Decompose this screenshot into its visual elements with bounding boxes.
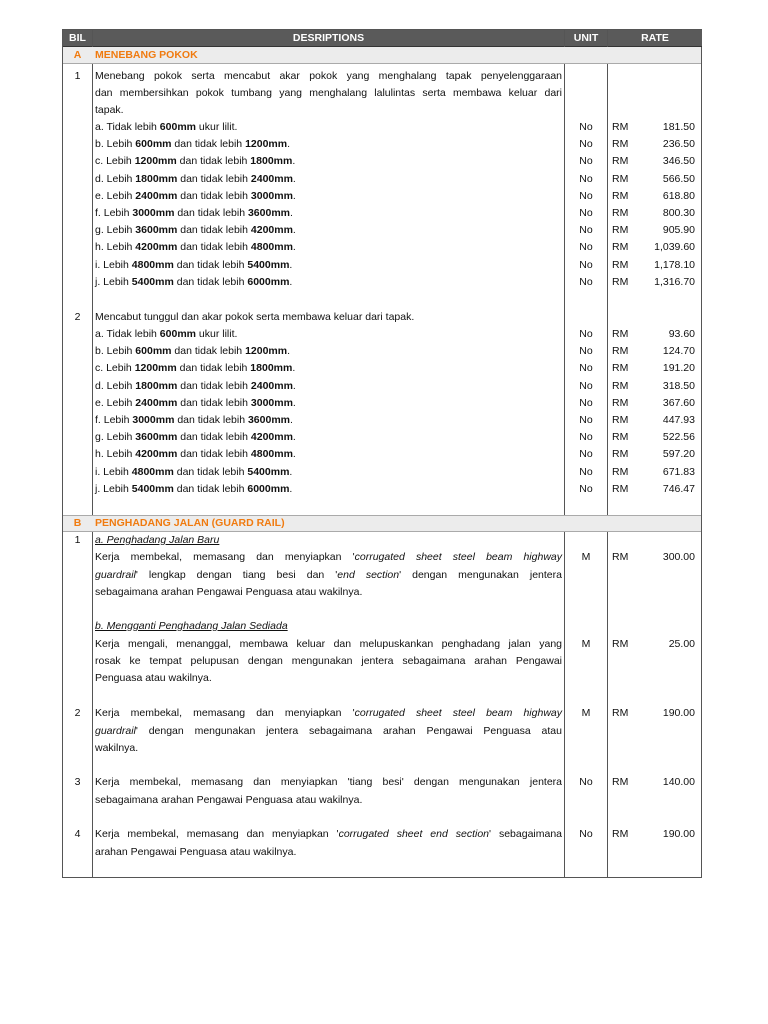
measurement: 4200mm xyxy=(250,431,293,444)
rate-cell: 140.00 xyxy=(662,776,695,788)
unit-cell: No xyxy=(579,482,593,495)
section-b-title: PENGHADANG JALAN (GUARD RAIL) xyxy=(95,517,285,529)
measurement: 3600mm xyxy=(135,224,178,237)
measurement: 3600mm xyxy=(247,414,290,426)
rate-cell: 181.50 xyxy=(662,121,695,133)
label-text: . xyxy=(292,379,296,392)
label-text: dan tidak lebih xyxy=(173,465,248,478)
item-number: 4 xyxy=(74,828,81,840)
measurement: 600mm xyxy=(159,121,196,133)
header-rate: RATE xyxy=(608,30,702,47)
label-text: . xyxy=(292,155,296,168)
label-text: dan tidak lebih xyxy=(177,241,251,254)
size-range-label xyxy=(95,446,296,463)
unit-cell: No xyxy=(579,138,593,151)
rate-cell: 236.50 xyxy=(662,138,695,151)
size-range-label xyxy=(95,481,292,498)
measurement: 2400mm xyxy=(250,172,293,185)
rate-cell: 367.60 xyxy=(662,396,695,409)
measurement: 4800mm xyxy=(131,465,174,478)
currency-cell: RM xyxy=(612,224,629,237)
unit-cell: No xyxy=(579,189,593,202)
rate-cell: 800.30 xyxy=(662,207,695,219)
currency-cell: RM xyxy=(612,482,629,495)
measurement: 4200mm xyxy=(250,224,293,237)
currency-cell: RM xyxy=(612,207,629,219)
label-text: dan tidak lebih xyxy=(174,207,248,219)
currency-cell: RM xyxy=(612,638,629,650)
currency-cell: RM xyxy=(612,448,629,461)
currency-cell: RM xyxy=(612,551,629,563)
label-text: . xyxy=(292,241,296,254)
size-range-label xyxy=(95,429,296,446)
measurement: 6000mm xyxy=(247,275,290,288)
unit-cell: M xyxy=(581,707,591,719)
unit-cell: No xyxy=(579,207,593,219)
label-text: . xyxy=(292,172,296,185)
label-text: . xyxy=(289,258,293,271)
item-description: Kerja membekal, memasang dan menyiapkan 'tiang besi' dengan mengunakan jentera xyxy=(95,776,562,788)
rate-cell: 346.50 xyxy=(662,155,695,168)
rate-cell: 1,039.60 xyxy=(654,241,695,254)
size-range-label xyxy=(95,119,237,136)
currency-cell: RM xyxy=(612,241,629,254)
subheading: b. Mengganti Penghadang Jalan Sediada xyxy=(95,620,288,632)
col-divider xyxy=(92,30,93,877)
subheading: a. Penghadang Jalan Baru xyxy=(95,534,220,546)
label-text: dan tidak lebih xyxy=(174,414,248,426)
label-text: c. Lebih xyxy=(95,362,135,375)
label-text: dan tidak lebih xyxy=(173,482,248,495)
unit-cell: No xyxy=(579,121,593,133)
rate-table xyxy=(62,29,702,878)
currency-cell: RM xyxy=(612,121,629,133)
label-text: dan tidak lebih xyxy=(177,379,251,392)
currency-cell: RM xyxy=(612,396,629,409)
measurement: 3000mm xyxy=(132,414,175,426)
rate-cell: 318.50 xyxy=(662,379,695,392)
measurement: 3600mm xyxy=(247,207,290,219)
label-text: a. Tidak lebih xyxy=(95,121,160,133)
unit-cell: No xyxy=(579,275,593,288)
currency-cell: RM xyxy=(612,258,629,271)
size-range-label xyxy=(95,326,237,343)
unit-cell: No xyxy=(579,224,593,237)
measurement: 3000mm xyxy=(132,207,175,219)
size-range-label xyxy=(95,136,290,153)
label-text: d. Lebih xyxy=(95,379,136,392)
label-text: f. Lebih xyxy=(95,414,133,426)
item-description: Penguasa atau wakilnya. xyxy=(95,672,212,684)
rate-cell: 190.00 xyxy=(662,828,695,840)
rate-cell: 191.20 xyxy=(662,362,695,375)
measurement: 600mm xyxy=(159,328,196,340)
currency-cell: RM xyxy=(612,465,629,478)
label-text: . xyxy=(292,224,296,237)
item-description: Kerja membekal, memasang dan menyiapkan 'corrugated sheet steel beam highway xyxy=(95,707,562,719)
label-text: b. Lebih xyxy=(95,345,136,358)
item-description: wakilnya. xyxy=(95,742,139,754)
label-text: ukur lilit. xyxy=(196,328,238,340)
measurement: 2400mm xyxy=(135,396,178,409)
item-description: sebagaimana arahan Pengawai Penguasa atau wakilnya. xyxy=(95,586,363,598)
currency-cell: RM xyxy=(612,155,629,168)
unit-cell: No xyxy=(579,172,593,185)
currency-cell: RM xyxy=(612,328,629,340)
label-text: . xyxy=(292,396,296,409)
unit-cell: No xyxy=(579,155,593,168)
label-text: e. Lebih xyxy=(95,189,136,202)
measurement: 5400mm xyxy=(131,275,174,288)
rate-cell: 671.83 xyxy=(662,465,695,478)
unit-cell: No xyxy=(579,258,593,271)
measurement: 1800mm xyxy=(250,362,293,375)
label-text: dan tidak lebih xyxy=(177,448,251,461)
measurement: 1200mm xyxy=(134,362,177,375)
label-text: g. Lebih xyxy=(95,224,136,237)
label-text: e. Lebih xyxy=(95,396,136,409)
section-a-title: MENEBANG POKOK xyxy=(95,49,198,61)
rate-cell: 597.20 xyxy=(662,448,695,461)
currency-cell: RM xyxy=(612,776,629,788)
item-number: 2 xyxy=(74,311,81,323)
item-description: arahan Pengawai Penguasa atau wakilnya. xyxy=(95,846,297,858)
unit-cell: No xyxy=(579,448,593,461)
currency-cell: RM xyxy=(612,275,629,288)
rate-cell: 1,316.70 xyxy=(654,275,695,288)
unit-cell: M xyxy=(581,551,591,563)
rate-cell: 905.90 xyxy=(662,224,695,237)
item-description: guardrail' lengkap dengan tiang besi dan 'end section' dengan mengunakan jentera xyxy=(95,569,562,581)
unit-cell: No xyxy=(579,828,593,840)
label-text: g. Lebih xyxy=(95,431,136,444)
header-unit: UNIT xyxy=(565,30,607,47)
section-a-letter: A xyxy=(73,49,82,61)
size-range-label xyxy=(95,153,295,170)
item-description: Kerja mengali, menanggal, membawa keluar dan melupuskankan penghadang jalan yang xyxy=(95,638,562,650)
label-text: c. Lebih xyxy=(95,155,135,168)
label-text: dan tidak lebih xyxy=(177,189,251,202)
label-text: ukur lilit. xyxy=(196,121,238,133)
size-range-label xyxy=(95,378,296,395)
label-text: b. Lebih xyxy=(95,138,136,151)
label-text: dan tidak lebih xyxy=(173,258,248,271)
measurement: 2400mm xyxy=(135,189,178,202)
header-bil: BIL xyxy=(63,30,92,47)
rate-cell: 190.00 xyxy=(662,707,695,719)
item-description: guardrail' dengan mengunakan jentera sebagaimana arahan Pengawai Penguasa atau xyxy=(95,725,562,737)
measurement: 600mm xyxy=(135,138,172,151)
label-text: i. Lebih xyxy=(95,465,132,478)
item-description: sebagaimana arahan Pengawai Penguasa atau wakilnya. xyxy=(95,794,363,806)
col-divider xyxy=(607,30,608,877)
unit-cell: No xyxy=(579,431,593,444)
measurement: 3000mm xyxy=(250,189,293,202)
unit-cell: No xyxy=(579,776,593,788)
item-number: 3 xyxy=(74,776,81,788)
label-text: h. Lebih xyxy=(95,448,136,461)
unit-cell: M xyxy=(581,638,591,650)
item-description: Kerja membekal, memasang dan menyiapkan 'corrugated sheet steel beam highway xyxy=(95,551,562,563)
rate-cell: 25.00 xyxy=(668,638,695,650)
item-number: 2 xyxy=(74,707,81,719)
rate-cell: 618.80 xyxy=(662,189,695,202)
label-text: dan tidak lebih xyxy=(177,172,251,185)
measurement: 3000mm xyxy=(250,396,293,409)
size-range-label xyxy=(95,412,293,429)
label-text: . xyxy=(292,362,296,375)
measurement: 4800mm xyxy=(250,448,293,461)
item-description: Mencabut tunggul dan akar pokok serta membawa keluar dari tapak. xyxy=(95,311,415,323)
measurement: 4200mm xyxy=(135,241,178,254)
label-text: dan tidak lebih xyxy=(176,155,251,168)
measurement: 4800mm xyxy=(131,258,174,271)
measurement: 600mm xyxy=(135,345,172,358)
label-text: a. Tidak lebih xyxy=(95,328,160,340)
item-description: Menebang pokok serta mencabut akar pokok yang menghalang tapak penyelenggaraan xyxy=(95,70,562,82)
measurement: 1200mm xyxy=(245,138,288,151)
label-text: . xyxy=(292,431,296,444)
label-text: dan tidak lebih xyxy=(171,138,246,151)
measurement: 1200mm xyxy=(134,155,177,168)
rate-cell: 447.93 xyxy=(662,414,695,426)
item-description: tapak. xyxy=(95,104,124,116)
rate-cell: 522.56 xyxy=(662,431,695,444)
measurement: 1800mm xyxy=(135,379,178,392)
label-text: . xyxy=(290,207,293,219)
label-text: i. Lebih xyxy=(95,258,132,271)
size-range-label xyxy=(95,360,295,377)
size-range-label xyxy=(95,205,293,222)
size-range-label xyxy=(95,188,296,205)
label-text: dan tidak lebih xyxy=(177,396,251,409)
unit-cell: No xyxy=(579,379,593,392)
measurement: 1200mm xyxy=(245,345,288,358)
unit-cell: No xyxy=(579,328,593,340)
rate-cell: 1,178.10 xyxy=(654,258,695,271)
unit-cell: No xyxy=(579,465,593,478)
unit-cell: No xyxy=(579,241,593,254)
currency-cell: RM xyxy=(612,345,629,358)
item-description: Kerja membekal, memasang dan menyiapkan 'corrugated sheet end section' sebagaimana xyxy=(95,828,563,840)
rate-cell: 746.47 xyxy=(662,482,695,495)
unit-cell: No xyxy=(579,345,593,358)
rate-cell: 566.50 xyxy=(662,172,695,185)
label-text: d. Lebih xyxy=(95,172,136,185)
unit-cell: No xyxy=(579,362,593,375)
label-text: . xyxy=(287,345,291,358)
measurement: 5400mm xyxy=(247,258,290,271)
currency-cell: RM xyxy=(612,138,629,151)
section-b-letter: B xyxy=(73,517,82,529)
currency-cell: RM xyxy=(612,431,629,444)
currency-cell: RM xyxy=(612,172,629,185)
rate-cell: 300.00 xyxy=(662,551,695,563)
size-range-label xyxy=(95,395,296,412)
label-text: . xyxy=(289,275,293,288)
label-text: j. Lebih xyxy=(95,482,132,495)
measurement: 4200mm xyxy=(135,448,178,461)
header-descriptions: DESRIPTIONS xyxy=(93,30,564,47)
label-text: h. Lebih xyxy=(95,241,136,254)
measurement: 3600mm xyxy=(135,431,178,444)
measurement: 6000mm xyxy=(247,482,290,495)
size-range-label xyxy=(95,274,292,291)
measurement: 4800mm xyxy=(250,241,293,254)
size-range-label xyxy=(95,171,296,188)
item-description: rosak ke tempat pelupusan dengan mengunakan jentera sebagaimana arahan Pengawai xyxy=(95,655,562,667)
size-range-label xyxy=(95,464,292,481)
currency-cell: RM xyxy=(612,362,629,375)
label-text: dan tidak lebih xyxy=(176,362,251,375)
item-number: 1 xyxy=(74,70,81,82)
label-text: dan tidak lebih xyxy=(173,275,248,288)
measurement: 1800mm xyxy=(135,172,178,185)
label-text: dan tidak lebih xyxy=(171,345,246,358)
measurement: 2400mm xyxy=(250,379,293,392)
label-text: f. Lebih xyxy=(95,207,133,219)
item-description: dan membersihkan pokok tumbang yang menghalang lalulintas serta membawa keluar dari xyxy=(95,87,562,99)
label-text: j. Lebih xyxy=(95,275,132,288)
unit-cell: No xyxy=(579,396,593,409)
item-number: 1 xyxy=(74,534,81,546)
label-text: . xyxy=(292,189,296,202)
size-range-label xyxy=(95,222,296,239)
measurement: 5400mm xyxy=(247,465,290,478)
size-range-label xyxy=(95,257,292,274)
measurement: 5400mm xyxy=(131,482,174,495)
label-text: dan tidak lebih xyxy=(177,224,251,237)
size-range-label xyxy=(95,239,296,256)
currency-cell: RM xyxy=(612,828,629,840)
label-text: . xyxy=(287,138,291,151)
measurement: 1800mm xyxy=(250,155,293,168)
size-range-label xyxy=(95,343,290,360)
currency-cell: RM xyxy=(612,707,629,719)
unit-cell: No xyxy=(579,414,593,426)
rate-cell: 93.60 xyxy=(668,328,695,340)
currency-cell: RM xyxy=(612,414,629,426)
currency-cell: RM xyxy=(612,379,629,392)
label-text: . xyxy=(289,465,293,478)
rate-cell: 124.70 xyxy=(662,345,695,358)
currency-cell: RM xyxy=(612,189,629,202)
label-text: . xyxy=(290,414,293,426)
label-text: . xyxy=(289,482,293,495)
label-text: dan tidak lebih xyxy=(177,431,251,444)
label-text: . xyxy=(292,448,296,461)
